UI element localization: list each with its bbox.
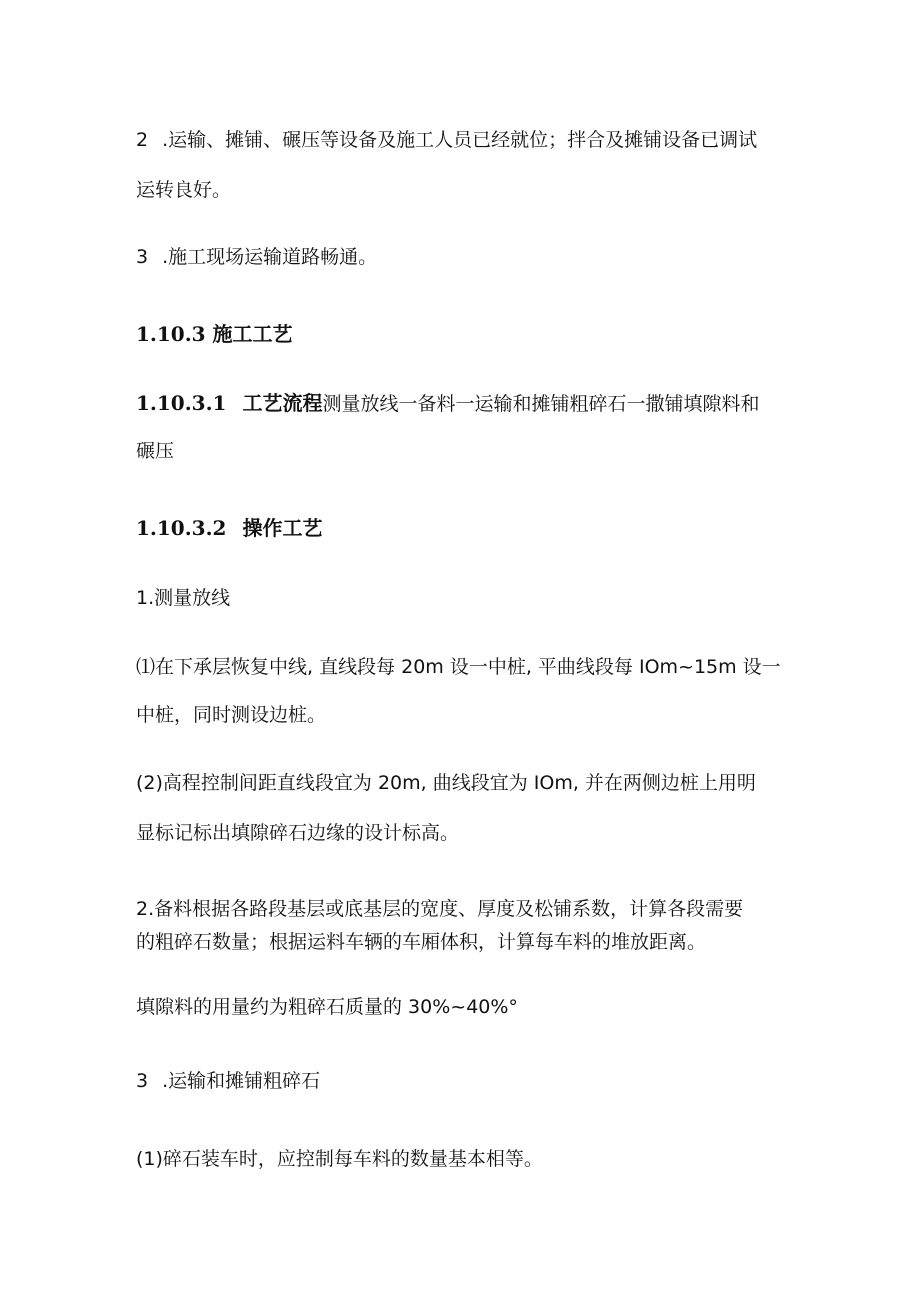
paragraph-line <box>136 245 377 269</box>
paragraph-text: 测量放线一备料一运输和摊铺粗碎石一撒铺填隙料和 <box>322 393 760 415</box>
paragraph-text: (1)碎石装车时，应控制每车料的数量基本相等。 <box>136 1148 543 1170</box>
paragraph-text: 中桩，同时测设边桩。 <box>136 704 327 726</box>
paragraph-line <box>136 1147 543 1171</box>
paragraph-text: 显标记标出填隙碎石边缘的设计标高。 <box>136 822 460 844</box>
subsection-title: 操作工艺 <box>242 516 323 540</box>
list-number: 2 <box>136 129 149 151</box>
section-heading-text: 1.10.3 施工工艺 <box>136 322 293 346</box>
paragraph-text: 的粗碎石数量；根据运料车辆的车厢体积，计算每车料的堆放距离。 <box>136 931 707 953</box>
paragraph-line <box>136 1069 320 1093</box>
paragraph-line <box>136 439 174 463</box>
paragraph-line <box>136 930 706 954</box>
paragraph-line <box>136 771 756 795</box>
paragraph-line <box>136 586 230 610</box>
section-heading <box>136 322 293 346</box>
paragraph-line <box>136 703 326 727</box>
paragraph-text: .运输、摊铺、碾压等设备及施工人员已经就位；拌合及摊铺设备已调试 <box>162 129 758 151</box>
paragraph-line <box>136 897 743 921</box>
paragraph-text: 2.备料根据各路段基层或底基层的宽度、厚度及松铺系数，计算各段需要 <box>136 898 744 920</box>
paragraph-text: 碾压 <box>136 440 175 462</box>
list-number: 3 <box>136 1070 149 1092</box>
paragraph-text: ⑴在下承层恢复中线, 直线段每 20m 设一中桩, 平曲线段每 IOm~15m 设一 <box>136 656 781 678</box>
paragraph-text: .施工现场运输道路畅通。 <box>162 246 378 268</box>
paragraph-text: 运转良好。 <box>136 179 232 201</box>
paragraph-text: (2)高程控制间距直线段宜为 20m, 曲线段宜为 IOm, 并在两侧边桩上用明 <box>136 772 756 794</box>
subsection-title: 工艺流程 <box>242 391 323 415</box>
paragraph-text: .运输和摊铺粗碎石 <box>162 1070 321 1092</box>
paragraph-line <box>136 821 459 845</box>
paragraph-text: 1.测量放线 <box>136 587 231 609</box>
subsection-heading <box>136 391 759 416</box>
subsection-number: 1.10.3.1 <box>136 391 227 415</box>
paragraph-line <box>136 995 518 1019</box>
subsection-number: 1.10.3.2 <box>136 516 227 540</box>
list-number: 3 <box>136 246 149 268</box>
paragraph-line <box>136 655 781 679</box>
paragraph-line <box>136 128 757 152</box>
paragraph-text: 填隙料的用量约为粗碎石质量的 30%~40%° <box>136 996 518 1018</box>
subsection-heading <box>136 516 322 540</box>
paragraph-line <box>136 178 231 202</box>
